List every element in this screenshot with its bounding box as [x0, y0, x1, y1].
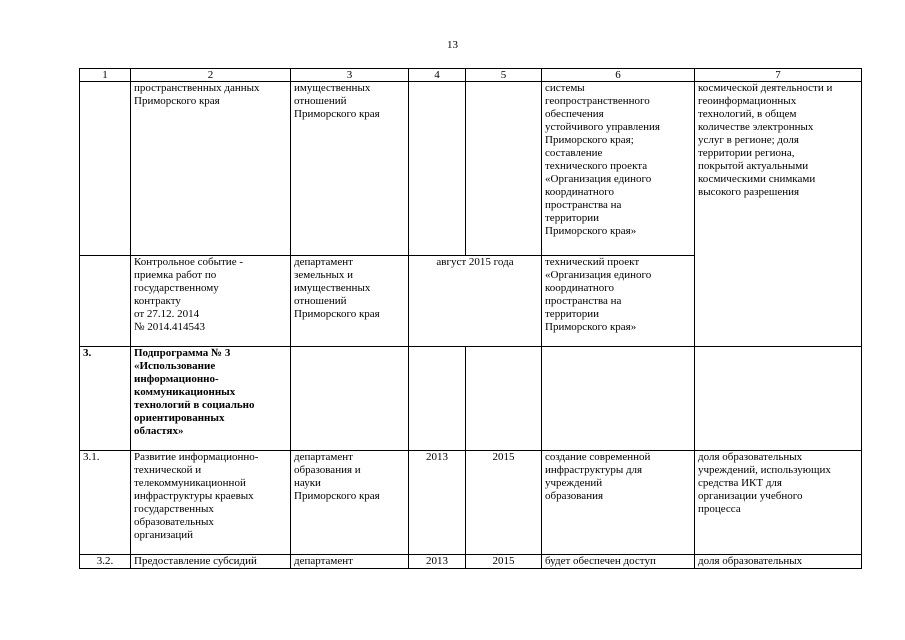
- header-col-5: 5: [466, 69, 542, 82]
- header-col-7: 7: [695, 69, 862, 82]
- header-col-2: 2: [131, 69, 291, 82]
- event-name-cell: Предоставление субсидий: [131, 555, 291, 569]
- subprogram-title-cell: Подпрограмма № 3 «Использование информационно- коммуникационных технологий в социально ориентированных областях»: [131, 347, 291, 451]
- responsible-cell: департамент земельных и имущественных отношений Приморского края: [291, 256, 409, 347]
- result-cell: [542, 347, 695, 451]
- header-col-1: 1: [80, 69, 131, 82]
- table-row: [80, 451, 862, 555]
- program-table: [79, 68, 862, 569]
- result-cell: создание современной инфраструктуры для учреждений образования: [542, 451, 695, 555]
- event-name-cell: пространственных данных Приморского края: [131, 82, 291, 256]
- indicator-cell: доля образовательных: [695, 555, 862, 569]
- table-row: [80, 555, 862, 569]
- end-year-cell: 2015: [466, 451, 542, 555]
- responsible-cell: департамент образования и науки Приморского края: [291, 451, 409, 555]
- end-year-cell: 2015: [466, 555, 542, 569]
- header-col-3: 3: [291, 69, 409, 82]
- row-number-cell: 3.: [80, 347, 131, 451]
- indicator-cell: [695, 347, 862, 451]
- header-col-6: 6: [542, 69, 695, 82]
- responsible-cell: департамент: [291, 555, 409, 569]
- responsible-cell: имущественных отношений Приморского края: [291, 82, 409, 256]
- event-name-cell: Контрольное событие - приемка работ по государственному контракту от 27.12. 2014 № 2014.414543: [131, 256, 291, 347]
- table-row: [80, 347, 862, 451]
- end-cell: [466, 82, 542, 256]
- row-number-cell: [80, 82, 131, 256]
- indicator-cell: доля образовательных учреждений, использующих средства ИКТ для организации учебного процесса: [695, 451, 862, 555]
- header-col-4: 4: [409, 69, 466, 82]
- table-header-row: [80, 69, 862, 82]
- result-cell: системы геопространственного обеспечения устойчивого управления Приморского края; составление технического проекта «Организация единого координатного пространства на территории Приморского края»: [542, 82, 695, 256]
- row-number-cell: [80, 256, 131, 347]
- start-cell: [409, 82, 466, 256]
- row-number-cell: 3.1.: [80, 451, 131, 555]
- indicator-cell: космической деятельности и геоинформационных технологий, в общем количестве электронных услуг в регионе; доля территории региона, покрытой актуальными космическими снимками высокого разрешения: [695, 82, 862, 347]
- start-cell: [409, 347, 466, 451]
- period-cell: август 2015 года: [409, 256, 542, 347]
- row-number-cell: 3.2.: [80, 555, 131, 569]
- result-cell: будет обеспечен доступ: [542, 555, 695, 569]
- start-year-cell: 2013: [409, 555, 466, 569]
- event-name-cell: Развитие информационно- технической и телекоммуникационной инфраструктуры краевых государственных образовательных организаций: [131, 451, 291, 555]
- start-year-cell: 2013: [409, 451, 466, 555]
- page-number: 13: [447, 39, 458, 51]
- table-row: [80, 82, 862, 256]
- result-cell: технический проект «Организация единого координатного пространства на территории Приморского края»: [542, 256, 695, 347]
- responsible-cell: [291, 347, 409, 451]
- end-cell: [466, 347, 542, 451]
